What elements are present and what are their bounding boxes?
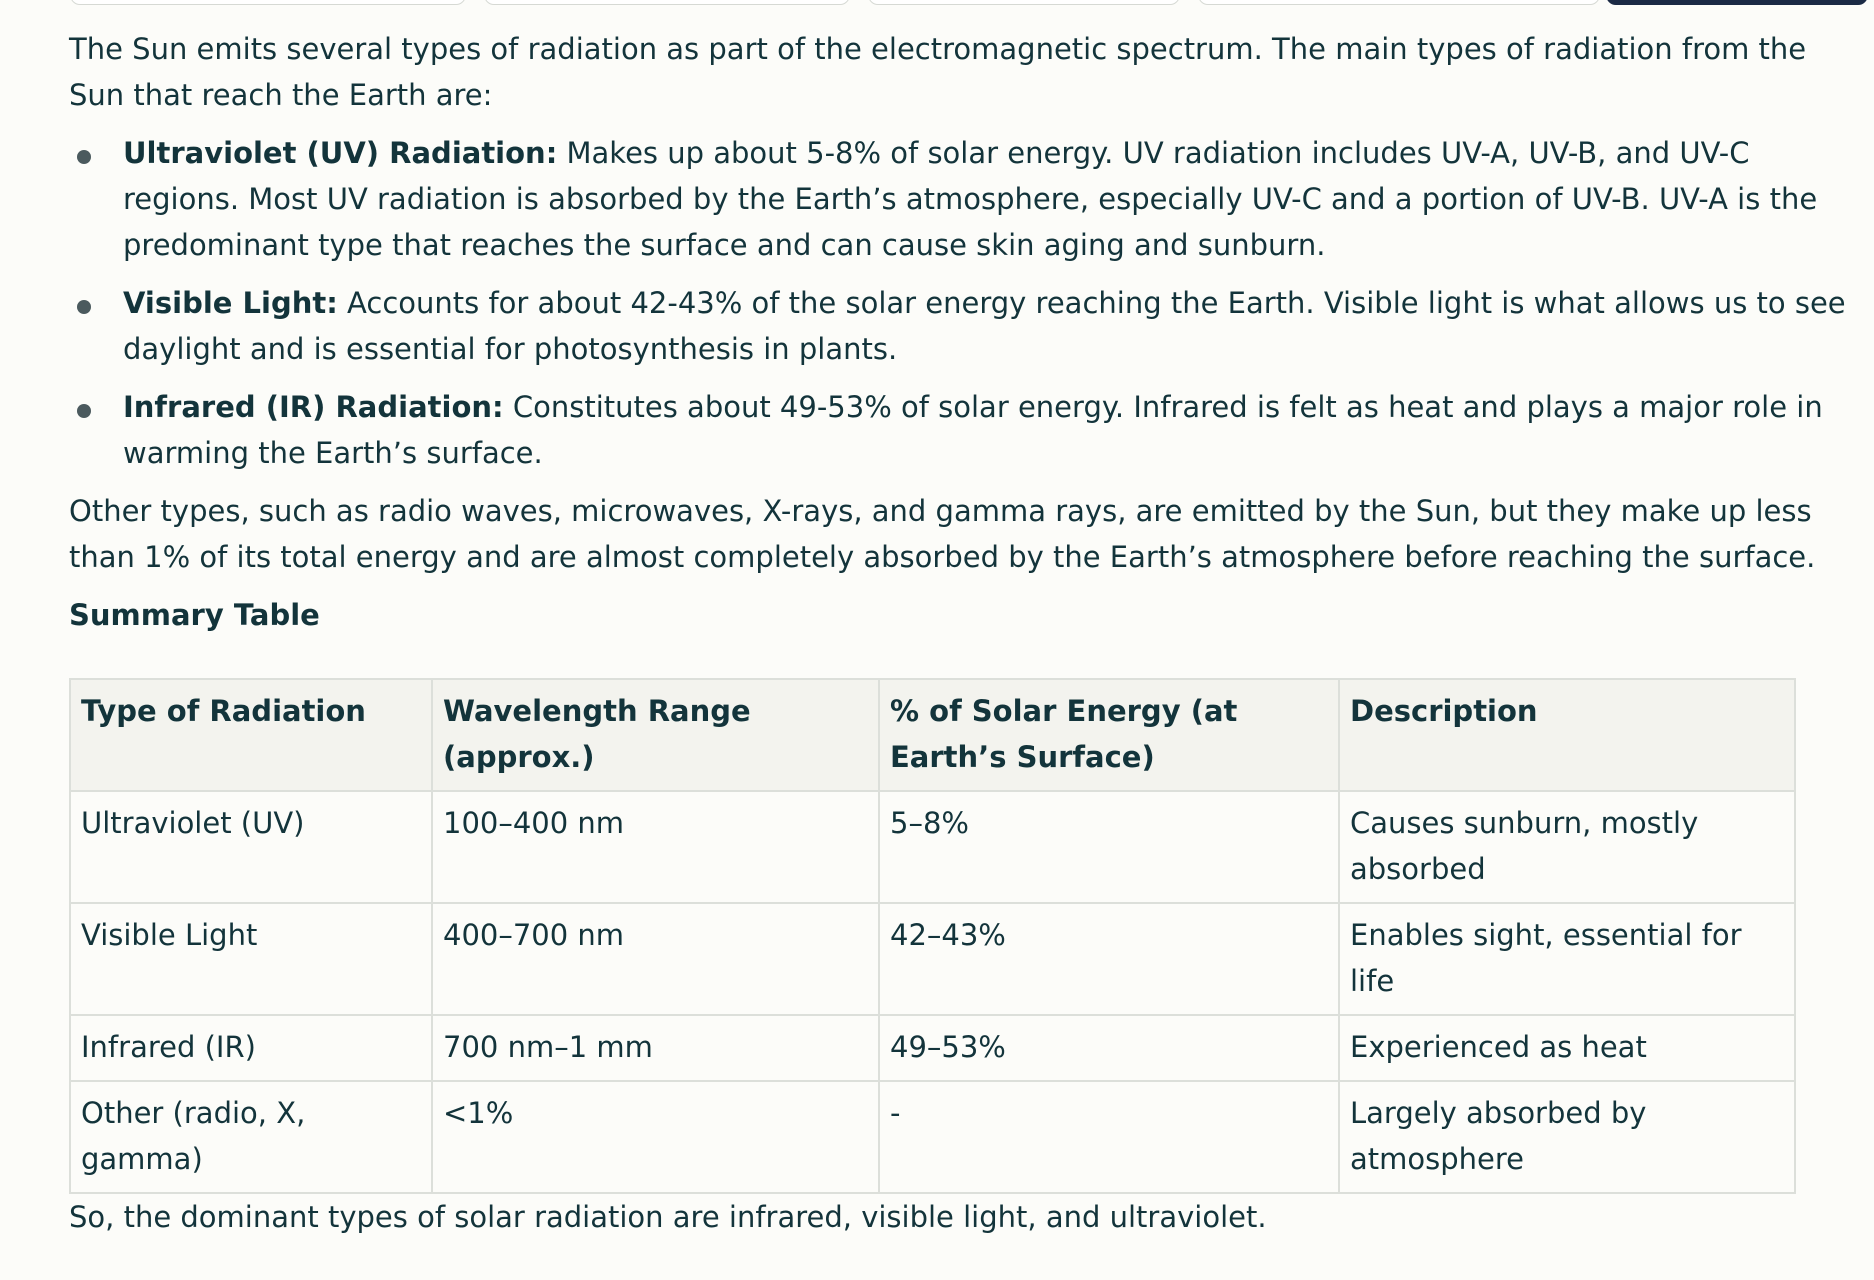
list-item-term: Ultraviolet (UV) Radiation:	[123, 136, 558, 170]
table-cell: -	[879, 1081, 1339, 1193]
table-cell: Experienced as heat	[1339, 1015, 1795, 1081]
closing-paragraph: So, the dominant types of solar radiation are infrared, visible light, and ultraviolet.	[69, 1200, 1267, 1234]
summary-table	[69, 678, 1796, 1194]
list-item	[69, 280, 1849, 372]
top-chip-4[interactable]	[1198, 0, 1600, 5]
table-cell: 400–700 nm	[432, 903, 879, 1015]
bullet-dot-icon	[77, 150, 91, 164]
other-types-paragraph: Other types, such as radio waves, microwaves, X-rays, and gamma rays, are emitted by the Sun, but they make up less than 1% of its total energy and are almost completely absorbed by the Earth’s atmosphere before reaching the surface.	[69, 494, 1816, 574]
table-header-cell: Description	[1339, 679, 1795, 791]
top-chip-5[interactable]	[1606, 0, 1868, 5]
table-row	[70, 791, 1795, 903]
table-header-row	[70, 679, 1795, 791]
list-item-text: Makes up about 5-8% of solar energy. UV radiation includes UV-A, UV-B, and UV-C regions. Most UV radiation is absorbed by the Earth’s atmosphere, especially UV-C and a portion of UV-B. UV-A is the predominant type that reaches the surface and can cause skin aging and sunburn.	[123, 136, 1818, 262]
top-chip-1[interactable]	[70, 0, 466, 5]
list-item	[69, 130, 1849, 268]
table-cell: 49–53%	[879, 1015, 1339, 1081]
top-chip-3[interactable]	[868, 0, 1180, 5]
intro-paragraph: The Sun emits several types of radiation as part of the electromagnetic spectrum. The main types of radiation from the Sun that reach the Earth are:	[69, 32, 1807, 112]
top-toolbar-edge	[0, 0, 1874, 6]
table-cell: Enables sight, essential for life	[1339, 903, 1795, 1015]
answer-content	[69, 26, 1849, 1240]
table-row	[70, 903, 1795, 1015]
table-header-cell: % of Solar Energy (at Earth’s Surface)	[879, 679, 1339, 791]
table-cell: 700 nm–1 mm	[432, 1015, 879, 1081]
table-header-cell: Wavelength Range (approx.)	[432, 679, 879, 791]
summary-heading: Summary Table	[69, 598, 320, 632]
table-cell: 5–8%	[879, 791, 1339, 903]
table-cell: Ultraviolet (UV)	[70, 791, 432, 903]
bullet-dot-icon	[77, 404, 91, 418]
table-cell: Causes sunburn, mostly absorbed	[1339, 791, 1795, 903]
list-item-text: Constitutes about 49-53% of solar energy. Infrared is felt as heat and plays a major role in warming the Earth’s surface.	[123, 390, 1823, 470]
table-row	[70, 1081, 1795, 1193]
top-chip-2[interactable]	[484, 0, 850, 5]
table-cell: Visible Light	[70, 903, 432, 1015]
list-item-text: Accounts for about 42-43% of the solar energy reaching the Earth. Visible light is what allows us to see daylight and is essential for photosynthesis in plants.	[123, 286, 1846, 366]
table-cell: Largely absorbed by atmosphere	[1339, 1081, 1795, 1193]
table-cell: Other (radio, X, gamma)	[70, 1081, 432, 1193]
list-item-term: Visible Light:	[123, 286, 338, 320]
table-cell: 42–43%	[879, 903, 1339, 1015]
bullet-dot-icon	[77, 300, 91, 314]
list-item	[69, 384, 1849, 476]
table-row	[70, 1015, 1795, 1081]
table-cell: Infrared (IR)	[70, 1015, 432, 1081]
table-cell: <1%	[432, 1081, 879, 1193]
table-cell: 100–400 nm	[432, 791, 879, 903]
radiation-list	[69, 130, 1849, 476]
list-item-term: Infrared (IR) Radiation:	[123, 390, 504, 424]
table-header-cell: Type of Radiation	[70, 679, 432, 791]
